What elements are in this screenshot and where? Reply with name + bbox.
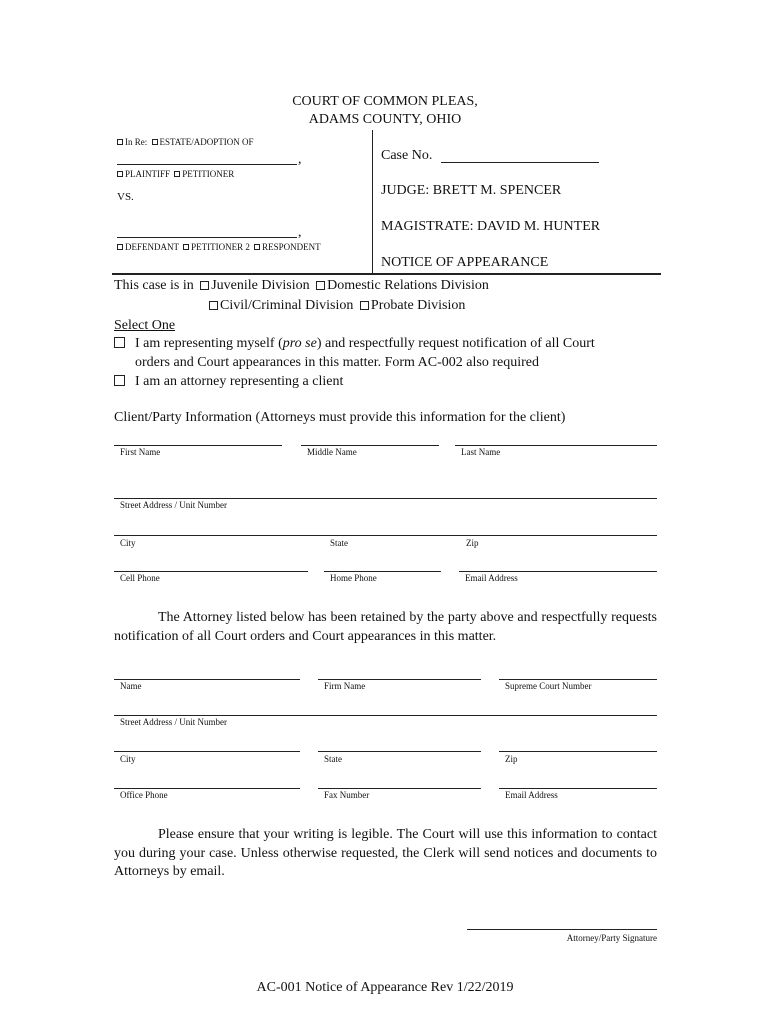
juvenile-label: Juvenile Division bbox=[211, 278, 310, 293]
pro-se-text-b: ) and respectfully request notification of all Court bbox=[316, 336, 595, 351]
case-number-label: Case No. bbox=[381, 148, 433, 163]
defendant-label: DEFENDANT bbox=[125, 242, 179, 252]
probate-checkbox[interactable] bbox=[360, 301, 369, 310]
estate-adoption-label: ESTATE/ADOPTION OF bbox=[159, 137, 254, 147]
client-email-line[interactable] bbox=[459, 571, 657, 572]
client-cell-phone-label: Cell Phone bbox=[120, 573, 160, 583]
attorney-option-label: I am an attorney representing a client bbox=[135, 374, 344, 389]
defendant-name-line[interactable] bbox=[117, 237, 297, 238]
caption-divider bbox=[372, 130, 373, 273]
defendant-checkbox[interactable] bbox=[117, 244, 123, 250]
estate-adoption-checkbox[interactable] bbox=[152, 139, 158, 145]
caption-bottom-rule bbox=[112, 273, 661, 275]
court-name-line2: ADAMS COUNTY, OHIO bbox=[308, 112, 462, 127]
civil-label: Civil/Criminal Division bbox=[220, 298, 354, 313]
select-one-heading: Select One bbox=[114, 318, 176, 333]
attorney-firm-line[interactable] bbox=[318, 679, 481, 680]
attorney-street-label: Street Address / Unit Number bbox=[120, 717, 227, 727]
petitioner-checkbox[interactable] bbox=[174, 171, 180, 177]
attorney-office-phone-label: Office Phone bbox=[120, 790, 168, 800]
attorney-name-label: Name bbox=[120, 681, 142, 691]
signature-line[interactable] bbox=[467, 929, 657, 930]
attorney-office-phone-line[interactable] bbox=[114, 788, 300, 789]
division-row-1 bbox=[114, 278, 489, 294]
juvenile-checkbox[interactable] bbox=[200, 281, 209, 290]
client-street-line[interactable] bbox=[114, 498, 657, 499]
versus-label: VS. bbox=[117, 191, 134, 203]
division-row-2 bbox=[209, 298, 465, 314]
pro-se-checkbox[interactable] bbox=[114, 337, 125, 348]
petitioner2-checkbox[interactable] bbox=[183, 244, 189, 250]
attorney-fax-line[interactable] bbox=[318, 788, 481, 789]
defendant-comma: , bbox=[298, 225, 302, 240]
attorney-firm-label: Firm Name bbox=[324, 681, 366, 691]
attorney-state-line[interactable] bbox=[318, 751, 481, 752]
client-state-label: State bbox=[330, 538, 348, 548]
defendant-row bbox=[117, 242, 321, 252]
domestic-label: Domestic Relations Division bbox=[327, 278, 489, 293]
attorney-street-line[interactable] bbox=[114, 715, 657, 716]
attorney-city-label: City bbox=[120, 754, 136, 764]
attorney-checkbox[interactable] bbox=[114, 375, 125, 386]
client-last-name-label: Last Name bbox=[461, 447, 501, 457]
form-footer: AC-001 Notice of Appearance Rev 1/22/2019 bbox=[256, 980, 514, 995]
attorney-supreme-court-line[interactable] bbox=[499, 679, 657, 680]
judge-name: JUDGE: BRETT M. SPENCER bbox=[381, 183, 562, 198]
client-middle-name-label: Middle Name bbox=[307, 447, 357, 457]
probate-label: Probate Division bbox=[370, 298, 466, 313]
in-re-row bbox=[117, 137, 254, 147]
client-city-line[interactable] bbox=[114, 535, 657, 536]
civil-checkbox[interactable] bbox=[209, 301, 218, 310]
attorney-fax-label: Fax Number bbox=[324, 790, 370, 800]
attorney-email-label: Email Address bbox=[505, 790, 558, 800]
plaintiff-name-line[interactable] bbox=[117, 164, 297, 165]
legibility-paragraph: Please ensure that your writing is legible. The Court will use this information to contact you during your case. Unless otherwise requested, the Clerk will send notices and documents to Attorneys by email. bbox=[114, 827, 657, 879]
notice-title: NOTICE OF APPEARANCE bbox=[381, 255, 549, 270]
attorney-state-label: State bbox=[324, 754, 342, 764]
attorney-zip-label: Zip bbox=[505, 754, 518, 764]
plaintiff-checkbox[interactable] bbox=[117, 171, 123, 177]
respondent-checkbox[interactable] bbox=[254, 244, 260, 250]
client-home-phone-label: Home Phone bbox=[330, 573, 377, 583]
client-first-name-label: First Name bbox=[120, 447, 161, 457]
pro-se-text-a: I am representing myself ( bbox=[135, 336, 283, 351]
client-info-heading: Client/Party Information (Attorneys must provide this information for the client) bbox=[114, 410, 566, 425]
respondent-label: RESPONDENT bbox=[262, 242, 321, 252]
client-street-label: Street Address / Unit Number bbox=[120, 500, 227, 510]
plaintiff-label: PLAINTIFF bbox=[125, 169, 171, 179]
attorney-name-line[interactable] bbox=[114, 679, 300, 680]
client-last-name-line[interactable] bbox=[455, 445, 657, 446]
pro-se-text-italic: pro se bbox=[282, 336, 317, 351]
attorney-option bbox=[114, 374, 343, 390]
attorney-city-line[interactable] bbox=[114, 751, 300, 752]
pro-se-option bbox=[114, 336, 595, 352]
plaintiff-row bbox=[117, 169, 234, 179]
pro-se-option-line2: orders and Court appearances in this matter. Form AC-002 also required bbox=[135, 355, 539, 370]
attorney-intro-paragraph: The Attorney listed below has been retained by the party above and respectfully requests notification of all Court orders and Court appearances in this matter. bbox=[114, 610, 657, 644]
client-cell-phone-line[interactable] bbox=[114, 571, 308, 572]
client-middle-name-line[interactable] bbox=[301, 445, 439, 446]
client-email-label: Email Address bbox=[465, 573, 518, 583]
attorney-supreme-court-label: Supreme Court Number bbox=[505, 681, 592, 691]
division-prefix: This case is in bbox=[114, 278, 194, 293]
in-re-label: In Re: bbox=[125, 137, 148, 147]
court-name-line1: COURT OF COMMON PLEAS, bbox=[292, 94, 478, 109]
client-first-name-line[interactable] bbox=[114, 445, 282, 446]
petitioner-label: PETITIONER bbox=[182, 169, 235, 179]
attorney-email-line[interactable] bbox=[499, 788, 657, 789]
client-city-label: City bbox=[120, 538, 136, 548]
client-zip-label: Zip bbox=[466, 538, 479, 548]
signature-label: Attorney/Party Signature bbox=[566, 933, 657, 943]
petitioner2-label: PETITIONER 2 bbox=[191, 242, 250, 252]
domestic-checkbox[interactable] bbox=[316, 281, 325, 290]
case-number-line[interactable] bbox=[441, 162, 599, 163]
in-re-checkbox[interactable] bbox=[117, 139, 123, 145]
magistrate-name: MAGISTRATE: DAVID M. HUNTER bbox=[381, 219, 601, 234]
client-home-phone-line[interactable] bbox=[324, 571, 441, 572]
plaintiff-comma: , bbox=[298, 152, 302, 167]
attorney-zip-line[interactable] bbox=[499, 751, 657, 752]
